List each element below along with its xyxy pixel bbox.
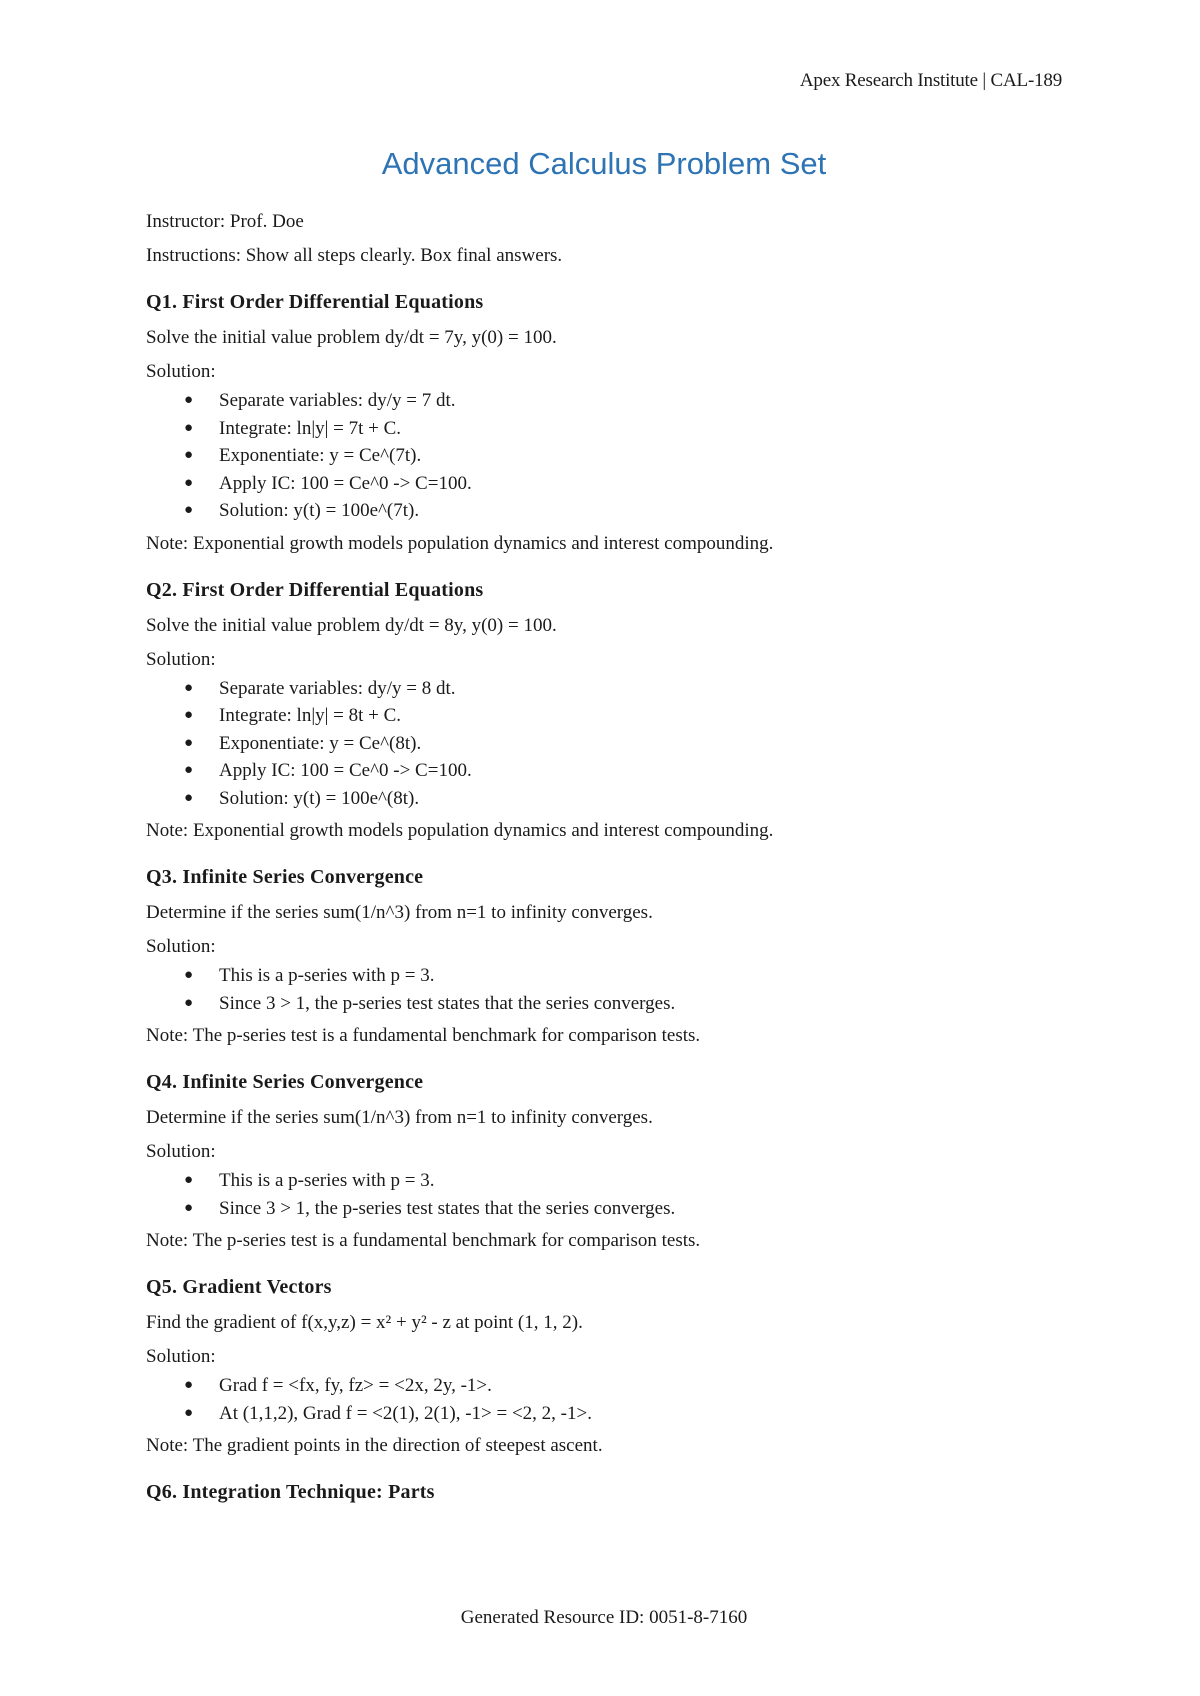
question-title: Q1. First Order Differential Equations bbox=[146, 291, 484, 313]
question-note: Note: The p-series test is a fundamental benchmark for comparison tests. bbox=[146, 1025, 701, 1046]
solution-step-text: Since 3 > 1, the p-series test states that the series converges. bbox=[219, 992, 676, 1014]
question-section bbox=[146, 289, 1066, 557]
solution-step-text: Integrate: ln|y| = 8t + C. bbox=[219, 705, 402, 726]
question-section bbox=[146, 577, 1066, 845]
bullet-icon: ● bbox=[184, 679, 194, 696]
bullet-icon: ● bbox=[184, 994, 194, 1011]
solution-step-text: Exponentiate: y = Ce^(8t). bbox=[219, 732, 422, 754]
solution-label: Solution: bbox=[146, 361, 216, 382]
question-prompt: Solve the initial value problem dy/dt = 8y, y(0) = 100. bbox=[146, 614, 557, 636]
question-prompt: Find the gradient of f(x,y,z) = x² + y² - z at point (1, 1, 2). bbox=[146, 1312, 583, 1333]
solution-step-text: Integrate: ln|y| = 7t + C. bbox=[219, 417, 402, 439]
bullet-icon: ● bbox=[184, 474, 194, 491]
solution-label: Solution: bbox=[146, 1346, 216, 1367]
question-note: Note: The p-series test is a fundamental benchmark for comparison tests. bbox=[146, 1230, 701, 1251]
document-title-text: Advanced Calculus Problem Set bbox=[381, 146, 827, 181]
solution-step bbox=[146, 470, 1066, 498]
solution-step bbox=[146, 387, 1066, 415]
bullet-icon: ● bbox=[184, 734, 194, 751]
page-header: Apex Research Institute | CAL-189 bbox=[799, 70, 1062, 91]
question-note: Note: Exponential growth models population dynamics and interest compounding. bbox=[146, 532, 774, 554]
solution-step-text: At (1,1,2), Grad f = <2(1), 2(1), -1> = <2, 2, -1>. bbox=[219, 1402, 592, 1424]
solution-steps bbox=[146, 1167, 1066, 1222]
question-section bbox=[146, 1069, 1066, 1254]
solution-step-text: Apply IC: 100 = Ce^0 -> C=100. bbox=[219, 472, 472, 494]
question-note: Note: Exponential growth models population dynamics and interest compounding. bbox=[146, 820, 774, 841]
bullet-icon: ● bbox=[184, 392, 194, 408]
solution-step bbox=[146, 675, 1066, 703]
solution-step bbox=[146, 1400, 1066, 1428]
solution-step-text: This is a p-series with p = 3. bbox=[219, 965, 435, 986]
solution-steps bbox=[146, 675, 1066, 813]
solution-steps bbox=[146, 1372, 1066, 1427]
solution-step bbox=[146, 990, 1066, 1018]
document-title bbox=[0, 146, 1200, 182]
solution-step-text: Separate variables: dy/y = 7 dt. bbox=[219, 390, 456, 411]
question-section bbox=[146, 1274, 1066, 1459]
solution-step-text: Exponentiate: y = Ce^(7t). bbox=[219, 445, 422, 466]
bullet-icon: ● bbox=[184, 1172, 194, 1188]
question-title: Q2. First Order Differential Equations bbox=[146, 578, 484, 601]
question-section bbox=[146, 864, 1066, 1049]
question-section bbox=[146, 1479, 1066, 1505]
bullet-icon: ● bbox=[184, 1199, 194, 1216]
solution-step-text: Grad f = <fx, fy, fz> = <2x, 2y, -1>. bbox=[219, 1375, 492, 1396]
solution-step-text: Separate variables: dy/y = 8 dt. bbox=[219, 677, 456, 699]
solution-step bbox=[146, 757, 1066, 785]
solution-step-text: Since 3 > 1, the p-series test states that the series converges. bbox=[219, 1197, 676, 1219]
bullet-icon: ● bbox=[184, 1377, 194, 1393]
solution-step bbox=[146, 497, 1066, 525]
question-title: Q6. Integration Technique: Parts bbox=[146, 1481, 435, 1503]
question-title: Q3. Infinite Series Convergence bbox=[146, 866, 424, 888]
solution-step bbox=[146, 415, 1066, 443]
question-note: Note: The gradient points in the direction of steepest ascent. bbox=[146, 1435, 603, 1456]
question-prompt: Determine if the series sum(1/n^3) from n=1 to infinity converges. bbox=[146, 1107, 653, 1128]
solution-steps bbox=[146, 962, 1066, 1017]
solution-step bbox=[146, 962, 1066, 990]
bullet-icon: ● bbox=[184, 1404, 194, 1421]
solution-step bbox=[146, 1167, 1066, 1195]
solution-label: Solution: bbox=[146, 936, 216, 957]
question-title: Q4. Infinite Series Convergence bbox=[146, 1071, 424, 1093]
solution-label: Solution: bbox=[146, 1141, 216, 1162]
solution-step-text: This is a p-series with p = 3. bbox=[219, 1170, 435, 1191]
question-prompt: Solve the initial value problem dy/dt = 7y, y(0) = 100. bbox=[146, 327, 557, 348]
bullet-icon: ● bbox=[184, 967, 194, 983]
solution-step bbox=[146, 702, 1066, 730]
bullet-icon: ● bbox=[184, 789, 194, 806]
bullet-icon: ● bbox=[184, 762, 194, 778]
bullet-icon: ● bbox=[184, 502, 194, 518]
page-footer bbox=[0, 1607, 1200, 1629]
solution-step bbox=[146, 785, 1066, 813]
solution-step-text: Apply IC: 100 = Ce^0 -> C=100. bbox=[219, 760, 472, 781]
solution-step bbox=[146, 442, 1066, 470]
solution-step-text: Solution: y(t) = 100e^(8t). bbox=[219, 787, 420, 809]
solution-label: Solution: bbox=[146, 648, 216, 670]
instructions-line: Instructions: Show all steps clearly. Box final answers. bbox=[146, 245, 563, 266]
solution-step bbox=[146, 1372, 1066, 1400]
solution-step-text: Solution: y(t) = 100e^(7t). bbox=[219, 500, 420, 521]
question-list bbox=[146, 289, 1066, 1505]
solution-steps bbox=[146, 387, 1066, 525]
bullet-icon: ● bbox=[184, 707, 194, 723]
solution-step bbox=[146, 1195, 1066, 1223]
question-prompt: Determine if the series sum(1/n^3) from n=1 to infinity converges. bbox=[146, 902, 653, 923]
bullet-icon: ● bbox=[184, 419, 194, 436]
question-title: Q5. Gradient Vectors bbox=[146, 1276, 332, 1298]
resource-id: Generated Resource ID: 0051-8-7160 bbox=[460, 1607, 748, 1628]
document-body bbox=[146, 209, 1066, 1515]
instructor-line: Instructor: Prof. Doe bbox=[146, 211, 304, 232]
solution-step bbox=[146, 730, 1066, 758]
bullet-icon: ● bbox=[184, 447, 194, 463]
